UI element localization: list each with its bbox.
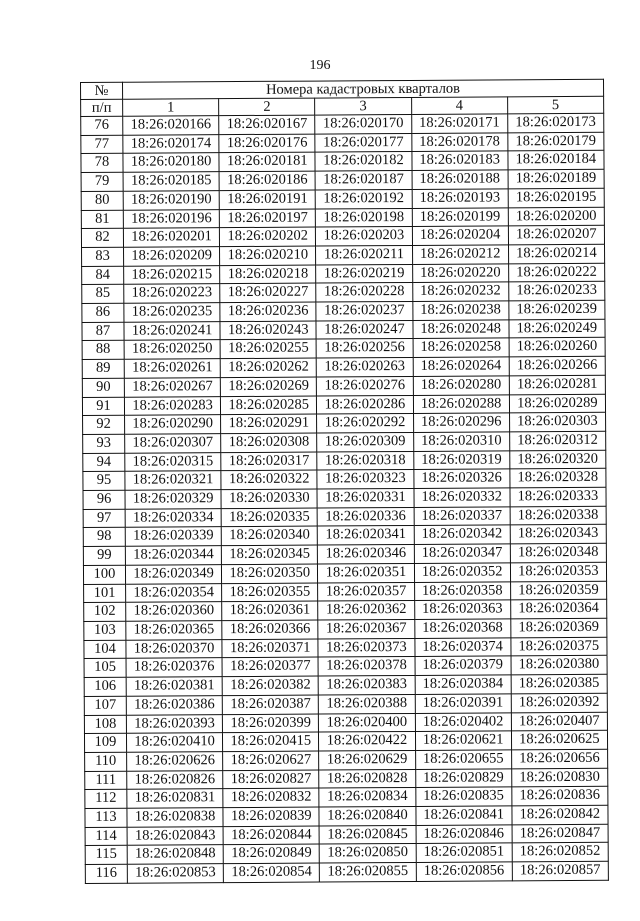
cadastral-number-cell: 18:26:020392	[511, 693, 607, 712]
cadastral-number-cell: 18:26:020384	[415, 675, 511, 694]
cadastral-number-cell: 18:26:020266	[509, 356, 605, 375]
cadastral-number-cell: 18:26:020345	[222, 545, 318, 564]
table-row	[83, 487, 606, 509]
cadastral-number-cell: 18:26:020383	[319, 676, 415, 695]
cadastral-number-cell: 18:26:020387	[222, 695, 318, 714]
row-number: 112	[85, 790, 127, 809]
cadastral-number-cell: 18:26:020256	[316, 339, 412, 358]
cadastral-number-cell: 18:26:020342	[414, 525, 510, 544]
cadastral-number-cell: 18:26:020828	[319, 769, 415, 788]
cadastral-number-cell: 18:26:020187	[315, 171, 411, 190]
cadastral-number-cell: 18:26:020339	[125, 527, 221, 546]
cadastral-number-cell: 18:26:020851	[416, 843, 512, 862]
cadastral-number-cell: 18:26:020261	[124, 359, 220, 378]
cadastral-number-cell: 18:26:020346	[318, 545, 414, 564]
table-header	[81, 79, 604, 116]
row-number: 79	[81, 172, 123, 191]
cadastral-number-cell: 18:26:020222	[508, 263, 604, 282]
cadastral-number-cell: 18:26:020312	[509, 431, 605, 450]
cadastral-number-cell: 18:26:020280	[413, 376, 509, 395]
cadastral-number-cell: 18:26:020400	[319, 713, 415, 732]
cadastral-number-cell: 18:26:020291	[221, 414, 317, 433]
table-row	[85, 768, 608, 790]
cadastral-number-cell: 18:26:020241	[124, 321, 220, 340]
cadastral-number-cell: 18:26:020186	[219, 171, 315, 190]
table-row	[81, 207, 604, 229]
cadastral-number-cell: 18:26:020351	[318, 563, 414, 582]
cadastral-number-cell: 18:26:020199	[412, 207, 508, 226]
cadastral-number-cell: 18:26:020191	[219, 190, 315, 209]
cadastral-number-cell: 18:26:020212	[412, 245, 508, 264]
cadastral-number-cell: 18:26:020269	[220, 377, 316, 396]
row-number: 114	[85, 827, 127, 846]
cadastral-number-cell: 18:26:020322	[221, 470, 317, 489]
cadastral-number-cell: 18:26:020338	[510, 506, 606, 525]
cadastral-number-cell: 18:26:020407	[511, 712, 607, 731]
cadastral-number-cell: 18:26:020355	[222, 583, 318, 602]
row-number: 105	[84, 659, 126, 678]
cadastral-number-cell: 18:26:020360	[126, 602, 222, 621]
cadastral-number-cell: 18:26:020832	[223, 788, 319, 807]
cadastral-number-cell: 18:26:020350	[222, 564, 318, 583]
row-number: 86	[82, 303, 124, 322]
cadastral-number-cell: 18:26:020367	[318, 619, 414, 638]
cadastral-number-cell: 18:26:020373	[318, 638, 414, 657]
table-row	[82, 282, 605, 304]
cadastral-number-cell: 18:26:020188	[412, 170, 508, 189]
cadastral-number-cell: 18:26:020333	[510, 487, 606, 506]
row-number: 99	[83, 546, 125, 565]
row-number: 93	[83, 434, 125, 453]
cadastral-number-cell: 18:26:020362	[318, 601, 414, 620]
cadastral-number-cell: 18:26:020853	[127, 864, 223, 883]
cadastral-number-cell: 18:26:020627	[223, 751, 319, 770]
row-number: 106	[84, 677, 126, 696]
cadastral-number-cell: 18:26:020264	[413, 357, 509, 376]
cadastral-number-cell: 18:26:020289	[509, 394, 605, 413]
row-number: 109	[84, 733, 126, 752]
cadastral-number-cell: 18:26:020288	[413, 394, 509, 413]
cadastral-number-cell: 18:26:020343	[510, 525, 606, 544]
cadastral-number-cell: 18:26:020349	[125, 565, 221, 584]
cadastral-number-cell: 18:26:020856	[416, 862, 512, 881]
table-row	[83, 413, 606, 435]
cadastral-number-cell: 18:26:020227	[220, 283, 316, 302]
cadastral-number-cell: 18:26:020184	[508, 151, 604, 170]
table-row	[82, 263, 605, 285]
cadastral-number-cell: 18:26:020626	[127, 752, 223, 771]
table-row	[84, 618, 607, 640]
row-number: 101	[84, 584, 126, 603]
table-row	[81, 113, 604, 135]
cadastral-number-cell: 18:26:020296	[413, 413, 509, 432]
cadastral-number-cell: 18:26:020177	[315, 133, 411, 152]
cadastral-number-cell: 18:26:020354	[126, 583, 222, 602]
cadastral-number-cell: 18:26:020267	[124, 377, 220, 396]
table-row	[82, 375, 605, 397]
cadastral-number-cell: 18:26:020385	[511, 674, 607, 693]
row-number: 89	[82, 359, 124, 378]
cadastral-number-cell: 18:26:020374	[414, 638, 510, 657]
cadastral-number-cell: 18:26:020203	[316, 227, 412, 246]
cadastral-number-cell: 18:26:020176	[219, 134, 315, 153]
cadastral-number-cell: 18:26:020310	[413, 432, 509, 451]
table-row	[83, 431, 606, 453]
cadastral-quarters-table	[80, 79, 609, 884]
cadastral-number-cell: 18:26:020353	[510, 562, 606, 581]
table-row	[84, 656, 607, 678]
cadastral-number-cell: 18:26:020247	[316, 320, 412, 339]
cadastral-number-cell: 18:26:020352	[414, 563, 510, 582]
cadastral-number-cell: 18:26:020215	[124, 265, 220, 284]
table-row	[85, 805, 608, 827]
cadastral-number-cell: 18:26:020332	[414, 488, 510, 507]
cadastral-number-cell: 18:26:020836	[512, 787, 608, 806]
cadastral-number-cell: 18:26:020382	[222, 676, 318, 695]
cadastral-number-cell: 18:26:020307	[125, 434, 221, 453]
table-row	[83, 562, 606, 584]
cadastral-number-cell: 18:26:020848	[127, 845, 223, 864]
table-row	[82, 319, 605, 341]
cadastral-number-cell: 18:26:020335	[221, 508, 317, 527]
table-row	[81, 151, 604, 173]
cadastral-number-cell: 18:26:020330	[221, 489, 317, 508]
cadastral-number-cell: 18:26:020358	[414, 581, 510, 600]
cadastral-number-cell: 18:26:020255	[220, 339, 316, 358]
cadastral-number-cell: 18:26:020402	[415, 712, 511, 731]
cadastral-number-cell: 18:26:020629	[319, 750, 415, 769]
cadastral-number-cell: 18:26:020185	[123, 172, 219, 191]
table-row	[83, 450, 606, 472]
cadastral-number-cell: 18:26:020309	[317, 432, 413, 451]
table-row	[83, 525, 606, 547]
cadastral-number-cell: 18:26:020368	[414, 619, 510, 638]
cadastral-number-cell: 18:26:020207	[508, 226, 604, 245]
group-title: Номера кадастровых кварталов	[123, 79, 604, 99]
cadastral-number-cell: 18:26:020379	[415, 656, 511, 675]
row-number: 90	[82, 378, 124, 397]
cadastral-number-cell: 18:26:020376	[126, 658, 222, 677]
row-number: 110	[85, 752, 127, 771]
cadastral-number-cell: 18:26:020835	[415, 787, 511, 806]
cadastral-number-cell: 18:26:020366	[222, 620, 318, 639]
column-header-2: 2	[219, 98, 315, 116]
cadastral-number-cell: 18:26:020378	[318, 657, 414, 676]
table-row	[84, 730, 607, 752]
cadastral-number-cell: 18:26:020292	[317, 414, 413, 433]
row-number: 92	[83, 415, 125, 434]
row-number: 111	[85, 771, 127, 790]
row-number: 108	[84, 715, 126, 734]
table-row	[82, 244, 605, 266]
cadastral-number-cell: 18:26:020290	[125, 415, 221, 434]
cadastral-number-cell: 18:26:020842	[512, 805, 608, 824]
cadastral-number-cell: 18:26:020830	[511, 768, 607, 787]
cadastral-number-cell: 18:26:020326	[413, 469, 509, 488]
cadastral-number-cell: 18:26:020348	[510, 543, 606, 562]
cadastral-number-cell: 18:26:020829	[415, 768, 511, 787]
row-number: 87	[82, 322, 124, 341]
table-row	[81, 132, 604, 154]
cadastral-number-cell: 18:26:020239	[509, 300, 605, 319]
cadastral-number-cell: 18:26:020192	[316, 189, 412, 208]
cadastral-number-cell: 18:26:020219	[316, 264, 412, 283]
row-number: 88	[82, 341, 124, 360]
cadastral-number-cell: 18:26:020209	[124, 247, 220, 266]
table-row	[85, 861, 608, 883]
cadastral-number-cell: 18:26:020361	[222, 601, 318, 620]
cadastral-number-cell: 18:26:020369	[511, 618, 607, 637]
cadastral-number-cell: 18:26:020260	[509, 338, 605, 357]
cadastral-number-cell: 18:26:020202	[220, 227, 316, 246]
cadastral-number-cell: 18:26:020838	[127, 808, 223, 827]
cadastral-number-cell: 18:26:020198	[316, 208, 412, 227]
cadastral-number-cell: 18:26:020248	[413, 320, 509, 339]
cadastral-number-cell: 18:26:020331	[317, 489, 413, 508]
cadastral-number-cell: 18:26:020415	[223, 732, 319, 751]
cadastral-number-cell: 18:26:020181	[219, 152, 315, 171]
table-row	[81, 226, 604, 248]
cadastral-number-cell: 18:26:020334	[125, 508, 221, 527]
column-header-5: 5	[507, 96, 603, 114]
cadastral-number-cell: 18:26:020303	[509, 413, 605, 432]
cadastral-number-cell: 18:26:020286	[317, 395, 413, 414]
table-row	[85, 843, 608, 865]
page-number: 196	[309, 58, 331, 73]
cadastral-number-cell: 18:26:020846	[416, 825, 512, 844]
row-number: 84	[82, 266, 124, 285]
cadastral-number-cell: 18:26:020319	[413, 451, 509, 470]
cadastral-number-cell: 18:26:020410	[126, 733, 222, 752]
cadastral-number-cell: 18:26:020180	[123, 153, 219, 172]
cadastral-number-cell: 18:26:020393	[126, 714, 222, 733]
cadastral-number-cell: 18:26:020857	[512, 861, 608, 880]
cadastral-number-cell: 18:26:020329	[125, 490, 221, 509]
cadastral-number-cell: 18:26:020237	[316, 302, 412, 321]
cadastral-number-cell: 18:26:020323	[317, 470, 413, 489]
row-number: 100	[83, 565, 125, 584]
row-number: 82	[81, 228, 123, 247]
cadastral-number-cell: 18:26:020834	[319, 788, 415, 807]
cadastral-number-cell: 18:26:020422	[319, 732, 415, 751]
cadastral-number-cell: 18:26:020171	[411, 114, 507, 133]
row-number: 96	[83, 490, 125, 509]
column-header-1: 1	[123, 99, 219, 117]
column-header-3: 3	[315, 97, 411, 115]
cadastral-number-cell: 18:26:020386	[126, 695, 222, 714]
cadastral-number-cell: 18:26:020845	[319, 825, 415, 844]
cadastral-number-cell: 18:26:020852	[512, 843, 608, 862]
cadastral-number-cell: 18:26:020197	[219, 209, 315, 228]
cadastral-number-cell: 18:26:020210	[220, 246, 316, 265]
table-row	[81, 188, 604, 210]
cadastral-number-cell: 18:26:020193	[412, 189, 508, 208]
cadastral-number-cell: 18:26:020371	[222, 639, 318, 658]
cadastral-number-cell: 18:26:020380	[511, 656, 607, 675]
cadastral-number-cell: 18:26:020321	[125, 471, 221, 490]
cadastral-number-cell: 18:26:020850	[320, 844, 416, 863]
table-row	[85, 824, 608, 846]
cadastral-number-cell: 18:26:020262	[220, 358, 316, 377]
cadastral-number-cell: 18:26:020391	[415, 694, 511, 713]
table-row	[85, 787, 608, 809]
row-number: 77	[81, 135, 123, 154]
cadastral-number-cell: 18:26:020363	[414, 600, 510, 619]
row-number-symbol: №	[81, 82, 123, 99]
column-header-4: 4	[411, 97, 507, 115]
cadastral-number-cell: 18:26:020220	[412, 264, 508, 283]
cadastral-number-cell: 18:26:020173	[507, 113, 603, 132]
table-row	[82, 338, 605, 360]
cadastral-number-cell: 18:26:020318	[317, 451, 413, 470]
cadastral-number-cell: 18:26:020218	[220, 265, 316, 284]
row-number: 103	[84, 621, 126, 640]
row-number: 91	[82, 397, 124, 416]
cadastral-number-cell: 18:26:020308	[221, 433, 317, 452]
cadastral-number-cell: 18:26:020211	[316, 245, 412, 264]
cadastral-number-cell: 18:26:020195	[508, 188, 604, 207]
cadastral-number-cell: 18:26:020847	[512, 824, 608, 843]
cadastral-number-cell: 18:26:020281	[509, 375, 605, 394]
cadastral-number-cell: 18:26:020365	[126, 621, 222, 640]
row-number: 85	[82, 285, 124, 304]
row-number-sub: п/п	[81, 99, 123, 116]
table-row	[84, 581, 607, 603]
cadastral-number-cell: 18:26:020315	[125, 452, 221, 471]
cadastral-number-cell: 18:26:020377	[222, 657, 318, 676]
cadastral-number-cell: 18:26:020228	[316, 283, 412, 302]
cadastral-number-cell: 18:26:020375	[511, 637, 607, 656]
cadastral-number-cell: 18:26:020827	[223, 770, 319, 789]
cadastral-number-cell: 18:26:020250	[124, 340, 220, 359]
cadastral-number-cell: 18:26:020364	[510, 600, 606, 619]
cadastral-number-cell: 18:26:020183	[411, 151, 507, 170]
row-number: 94	[83, 453, 125, 472]
cadastral-number-cell: 18:26:020357	[318, 582, 414, 601]
row-number: 95	[83, 472, 125, 491]
table-row	[85, 749, 608, 771]
cadastral-number-cell: 18:26:020831	[127, 789, 223, 808]
row-number: 80	[81, 191, 123, 210]
cadastral-number-cell: 18:26:020167	[219, 115, 315, 134]
row-number: 81	[81, 210, 123, 229]
table-row	[83, 469, 606, 491]
cadastral-number-cell: 18:26:020214	[508, 244, 604, 263]
cadastral-number-cell: 18:26:020200	[508, 207, 604, 226]
cadastral-number-cell: 18:26:020841	[415, 806, 511, 825]
table-row	[84, 674, 607, 696]
cadastral-number-cell: 18:26:020166	[123, 116, 219, 135]
cadastral-number-cell: 18:26:020844	[223, 826, 319, 845]
table-row	[82, 356, 605, 378]
cadastral-number-cell: 18:26:020381	[126, 677, 222, 696]
row-number: 78	[81, 154, 123, 173]
cadastral-number-cell: 18:26:020337	[414, 507, 510, 526]
cadastral-number-cell: 18:26:020840	[319, 806, 415, 825]
cadastral-number-cell: 18:26:020174	[123, 134, 219, 153]
row-number: 104	[84, 640, 126, 659]
cadastral-number-cell: 18:26:020232	[412, 282, 508, 301]
table-row	[82, 394, 605, 416]
row-number: 83	[82, 247, 124, 266]
cadastral-number-cell: 18:26:020328	[510, 469, 606, 488]
cadastral-number-cell: 18:26:020243	[220, 321, 316, 340]
cadastral-number-cell: 18:26:020223	[124, 284, 220, 303]
cadastral-number-cell: 18:26:020201	[123, 228, 219, 247]
cadastral-number-cell: 18:26:020258	[413, 338, 509, 357]
table-row	[82, 300, 605, 322]
cadastral-number-cell: 18:26:020178	[411, 133, 507, 152]
cadastral-number-cell: 18:26:020843	[127, 826, 223, 845]
table-row	[84, 637, 607, 659]
table-row	[84, 693, 607, 715]
cadastral-number-cell: 18:26:020170	[315, 114, 411, 133]
table-row	[84, 712, 607, 734]
cadastral-number-cell: 18:26:020340	[221, 527, 317, 546]
table-row	[81, 169, 604, 191]
table-body	[81, 113, 609, 883]
cadastral-number-cell: 18:26:020656	[511, 749, 607, 768]
cadastral-number-cell: 18:26:020238	[412, 301, 508, 320]
cadastral-number-cell: 18:26:020370	[126, 639, 222, 658]
cadastral-number-cell: 18:26:020399	[223, 714, 319, 733]
cadastral-number-cell: 18:26:020839	[223, 807, 319, 826]
cadastral-number-cell: 18:26:020285	[221, 396, 317, 415]
row-number: 76	[81, 116, 123, 135]
cadastral-number-cell: 18:26:020625	[511, 730, 607, 749]
cadastral-number-cell: 18:26:020849	[223, 844, 319, 863]
table-row	[84, 600, 607, 622]
table-row	[83, 506, 606, 528]
row-number: 113	[85, 808, 127, 827]
table-row	[83, 543, 606, 565]
row-number: 97	[83, 509, 125, 528]
cadastral-number-cell: 18:26:020341	[318, 526, 414, 545]
cadastral-number-cell: 18:26:020359	[510, 581, 606, 600]
cadastral-number-cell: 18:26:020182	[315, 152, 411, 171]
cadastral-number-cell: 18:26:020655	[415, 750, 511, 769]
cadastral-number-cell: 18:26:020235	[124, 303, 220, 322]
cadastral-number-cell: 18:26:020344	[125, 546, 221, 565]
cadastral-number-cell: 18:26:020621	[415, 731, 511, 750]
cadastral-number-cell: 18:26:020854	[223, 863, 319, 882]
cadastral-number-cell: 18:26:020233	[508, 282, 604, 301]
row-number: 102	[84, 603, 126, 622]
cadastral-number-cell: 18:26:020283	[124, 396, 220, 415]
cadastral-number-cell: 18:26:020855	[320, 863, 416, 882]
cadastral-number-cell: 18:26:020388	[319, 694, 415, 713]
cadastral-number-cell: 18:26:020263	[317, 358, 413, 377]
cadastral-number-cell: 18:26:020347	[414, 544, 510, 563]
cadastral-number-cell: 18:26:020276	[317, 376, 413, 395]
cadastral-number-cell: 18:26:020204	[412, 226, 508, 245]
row-number: 116	[85, 864, 127, 883]
cadastral-number-cell: 18:26:020179	[508, 132, 604, 151]
cadastral-number-cell: 18:26:020189	[508, 169, 604, 188]
cadastral-number-cell: 18:26:020336	[317, 507, 413, 526]
row-number: 98	[83, 528, 125, 547]
cadastral-number-cell: 18:26:020320	[510, 450, 606, 469]
cadastral-number-cell: 18:26:020196	[123, 209, 219, 228]
cadastral-number-cell: 18:26:020826	[127, 770, 223, 789]
cadastral-number-cell: 18:26:020249	[509, 319, 605, 338]
cadastral-number-cell: 18:26:020236	[220, 302, 316, 321]
cadastral-number-cell: 18:26:020317	[221, 452, 317, 471]
row-number: 107	[84, 696, 126, 715]
row-number: 115	[85, 846, 127, 865]
cadastral-number-cell: 18:26:020190	[123, 190, 219, 209]
